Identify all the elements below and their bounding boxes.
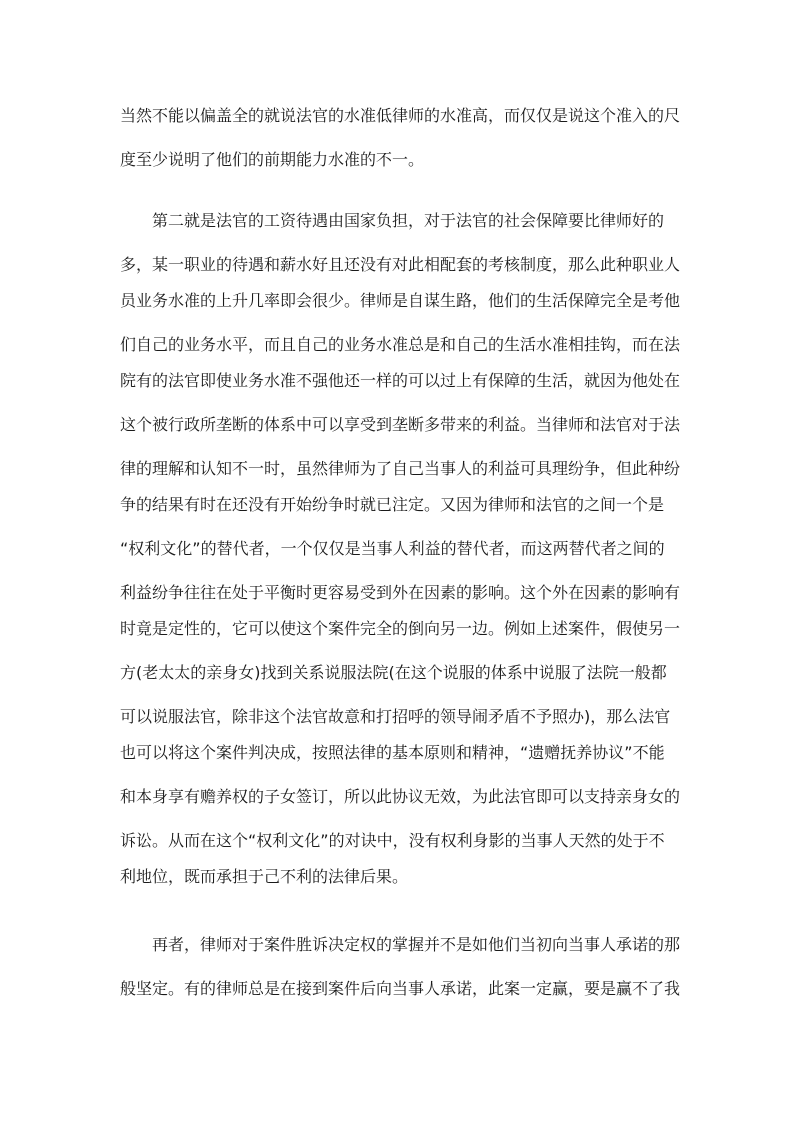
- paragraph-2-line-16: 诉讼。从而在这个“权利文化”的对诀中，没有权利身影的当事人天然的处于不: [120, 831, 665, 850]
- paragraph-3-line-1: 再者，律师对于案件胜诉决定权的掌握并不是如他们当初向当事人承诺的那: [152, 935, 680, 954]
- paragraph-2-line-7: 律的理解和认知不一时，虽然律师为了自己当事人的利益可具理纷争，但此种纷: [120, 459, 680, 478]
- paragraph-2-line-15: 和本身享有赡养权的子女签订，所以此协议无效，为此法官即可以支持亲身女的: [120, 787, 680, 806]
- paragraph-2-line-14: 也可以将这个案件判决成，按照法律的基本原则和精神，“遗赠抚养协议”不能: [120, 743, 665, 762]
- paragraph-2-line-12: 方(老太太的亲身女)找到关系说服法院(在这个说服的体系中说服了法院一般都: [120, 663, 667, 682]
- paragraph-2-line-8: 争的结果有时在还没有开始纷争时就已注定。又因为律师和法官的之间一个是: [120, 495, 665, 514]
- paragraph-2-line-2: 多，某一职业的待遇和薪水好且还没有对此相配套的考核制度，那么此种职业人: [120, 255, 680, 274]
- paragraph-1-line-1: 当然不能以偏盖全的就说法官的水准低律师的水准高，而仅仅是说这个准入的尺: [120, 106, 680, 125]
- paragraph-2-line-10: 利益纷争往往在处于平衡时更容易受到外在因素的影响。这个外在因素的影响有: [120, 583, 680, 602]
- paragraph-2-line-1: 第二就是法官的工资待遇由国家负担，对于法官的社会保障要比律师好的: [152, 211, 665, 230]
- paragraph-2-line-13: 可以说服法官，除非这个法官故意和打招呼的领导闹矛盾不予照办)，那么法官: [120, 707, 671, 726]
- paragraph-1-line-2: 度至少说明了他们的前期能力水准的不一。: [120, 150, 425, 169]
- paragraph-2-line-4: 们自己的业务水平，而且自己的业务水准总是和自己的生活水准相挂钩，而在法: [120, 335, 680, 354]
- paragraph-2-line-17: 利地位，既而承担于己不利的法律后果。: [120, 867, 409, 886]
- paragraph-2-line-11: 时竟是定性的，它可以使这个案件完全的倒向另一边。例如上述案件，假使另一: [120, 619, 680, 638]
- paragraph-2-line-3: 员业务水准的上升几率即会很少。律师是自谋生路，他们的生活保障完全是考他: [120, 291, 680, 310]
- paragraph-2-line-9: “权利文化”的替代者，一个仅仅是当事人利益的替代者，而这两替代者之间的: [120, 539, 665, 558]
- paragraph-2-line-6: 这个被行政所垄断的体系中可以享受到垄断多带来的利益。当律师和法官对于法: [120, 415, 680, 434]
- paragraph-2-line-5: 院有的法官即使业务水准不强他还一样的可以过上有保障的生活，就因为他处在: [120, 371, 680, 390]
- paragraph-3-line-2: 般坚定。有的律师总是在接到案件后向当事人承诺，此案一定赢，要是赢不了我: [120, 979, 680, 998]
